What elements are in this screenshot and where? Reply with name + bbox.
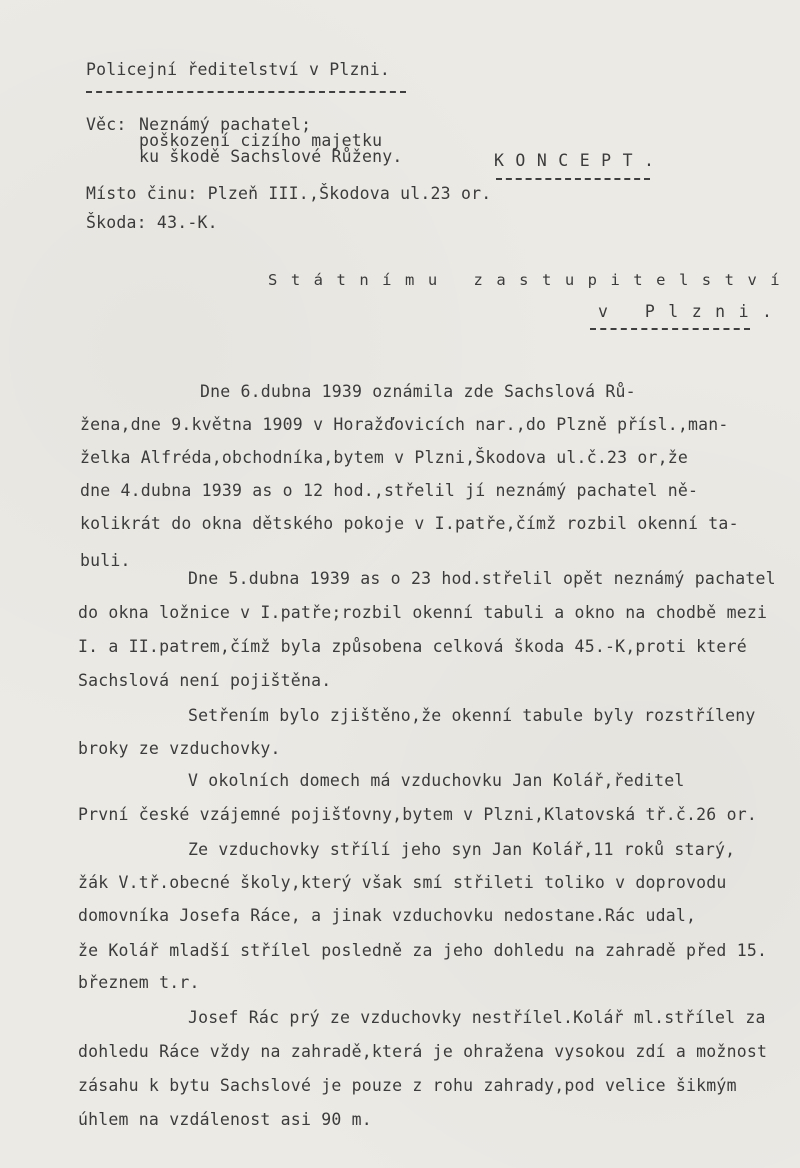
addressee-line-2: v Plzni. (598, 302, 786, 321)
body-line: zásahu k bytu Sachslové je pouze z rohu zahrady,pod velice šikmým (78, 1076, 737, 1095)
body-line: I. a II.patrem,čímž byla způsobena celková škoda 45.-K,proti které (78, 637, 747, 656)
body-line: dne 4.dubna 1939 as o 12 hod.,střelil jí neznámý pachatel ně- (80, 481, 699, 500)
body-line: První české vzájemné pojišťovny,bytem v Plzni,Klatovská tř.č.26 or. (78, 805, 757, 824)
body-line: březnem t.r. (78, 973, 200, 992)
body-line: domovníka Josefa Ráce, a jinak vzduchovku nedostane.Rác udal, (78, 906, 697, 925)
damage-amount: Škoda: 43.-K. (86, 213, 218, 232)
body-line: úhlem na vzdálenost asi 90 m. (78, 1110, 372, 1129)
body-line: broky ze vzduchovky. (78, 739, 281, 758)
body-line: Sachslová není pojištěna. (78, 671, 332, 690)
body-line: žena,dne 9.května 1909 v Horažďovicích nar.,do Plzně přísl.,man- (80, 415, 729, 434)
body-line: žák V.tř.obecné školy,který však smí střileti toliko v doprovodu (78, 873, 727, 892)
subject-line-2: poškození cizího majetku (139, 131, 383, 150)
body-line: buli. (80, 551, 131, 570)
subject-line-1: Neznámý pachatel; (139, 115, 312, 134)
body-line: kolikrát do okna dětského pokoje v I.patře,čímž rozbil okenní ta- (80, 514, 739, 533)
subject-line-3: ku škodě Sachslové Růženy. (139, 147, 403, 166)
body-line: do okna ložnice v I.patře;rozbil okenní tabuli a okno na chodbě mezi (78, 603, 768, 622)
addressee-underline (590, 328, 750, 330)
koncept-mark: KONCEPT. (494, 151, 666, 170)
office-underline (86, 91, 406, 93)
body-line: Ze vzduchovky střílí jeho syn Jan Kolář,11 roků starý, (188, 840, 736, 859)
subject-label: Věc: (86, 115, 127, 134)
body-line: dohledu Ráce vždy na zahradě,která je ohražena vysokou zdí a možnost (78, 1042, 768, 1061)
body-line: že Kolář mladší střílel posledně za jeho dohledu na zahradě před 15. (78, 941, 768, 960)
body-line: želka Alfréda,obchodníka,bytem v Plzni,Škodova ul.č.23 or,že (80, 448, 689, 467)
koncept-underline (496, 178, 650, 180)
body-line: Setřením bylo zjištěno,že okenní tabule byly rozstříleny (188, 706, 756, 725)
body-line: V okolních domech má vzduchovku Jan Kolář,ředitel (188, 771, 685, 790)
body-line: Dne 6.dubna 1939 oznámila zde Sachslová Rů- (200, 382, 636, 401)
office-heading: Policejní ředitelství v Plzni. (86, 60, 391, 79)
body-line: Josef Rác prý ze vzduchovky nestřílel.Kolář ml.střílel za (188, 1008, 766, 1027)
body-line: Dne 5.dubna 1939 as o 23 hod.střelil opět neznámý pachatel (188, 569, 776, 588)
addressee-line-1: Státnímu zastupitelství (268, 271, 794, 289)
place-of-crime: Místo činu: Plzeň III.,Škodova ul.23 or. (86, 184, 492, 203)
